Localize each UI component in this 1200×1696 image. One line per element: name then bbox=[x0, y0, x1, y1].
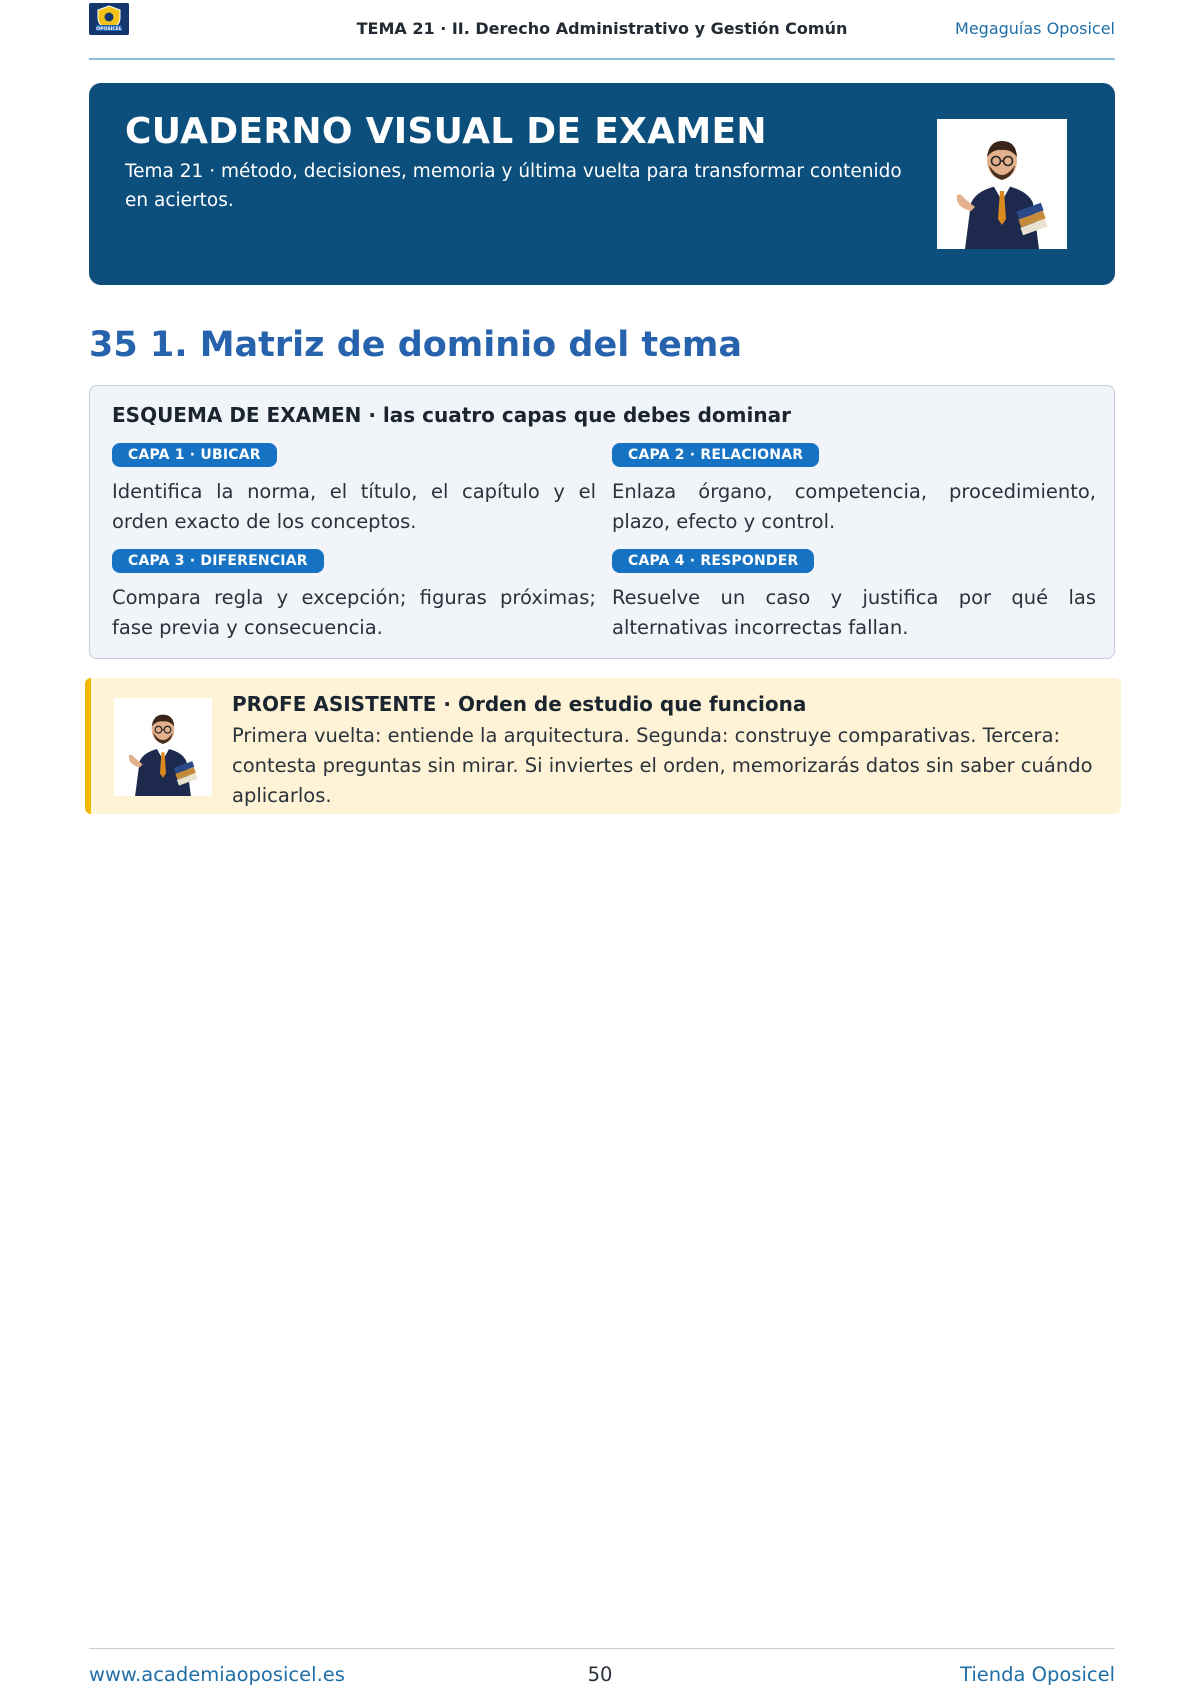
footer-store-link[interactable]: Tienda Oposicel bbox=[960, 1663, 1115, 1686]
page-number: 50 bbox=[587, 1663, 613, 1686]
layer-badge: CAPA 2 · RELACIONAR bbox=[612, 443, 819, 467]
assistant-title: PROFE ASISTENTE · Orden de estudio que funciona bbox=[232, 692, 807, 716]
section-heading: 35 1. Matriz de dominio del tema bbox=[89, 325, 742, 365]
footer-divider bbox=[89, 1648, 1115, 1649]
layer-item bbox=[612, 549, 1096, 643]
layer-text: Enlaza órgano, competencia, procedimiento, plazo, efecto y control. bbox=[612, 480, 1096, 533]
assistant-photo bbox=[114, 698, 212, 796]
layer-text: Resuelve un caso y justifica por qué las alternativas incorrectas fallan. bbox=[612, 586, 1096, 639]
header-title: TEMA 21 · II. Derecho Administrativo y Gestión Común bbox=[356, 19, 848, 38]
hero-subtitle: Tema 21 · método, decisiones, memoria y última vuelta para transformar contenido en aciertos. bbox=[125, 161, 902, 211]
layer-item bbox=[112, 443, 596, 537]
layer-badge: CAPA 1 · UBICAR bbox=[112, 443, 277, 467]
exam-scheme-card bbox=[89, 385, 1115, 659]
footer-website-link[interactable]: www.academiaoposicel.es bbox=[89, 1663, 345, 1686]
layer-item bbox=[612, 443, 1096, 537]
layer-badge: CAPA 4 · RESPONDER bbox=[612, 549, 814, 573]
hero-banner bbox=[89, 83, 1115, 285]
layer-item bbox=[112, 549, 596, 643]
layer-badge: CAPA 3 · DIFERENCIAR bbox=[112, 549, 324, 573]
scheme-title: ESQUEMA DE EXAMEN · las cuatro capas que debes dominar bbox=[112, 403, 791, 427]
assistant-callout bbox=[85, 678, 1121, 814]
logo-text: OPOSICEL bbox=[96, 27, 122, 32]
layer-text: Compara regla y excepción; figuras próximas; fase previa y consecuencia. bbox=[112, 586, 596, 639]
hero-title: CUADERNO VISUAL DE EXAMEN bbox=[125, 111, 767, 152]
page-header bbox=[89, 0, 1115, 60]
layer-text: Identifica la norma, el título, el capítulo y el orden exacto de los conceptos. bbox=[112, 480, 596, 533]
teacher-photo bbox=[937, 119, 1067, 249]
assistant-text: Primera vuelta: entiende la arquitectura. Segunda: construye comparativas. Tercera: contesta preguntas sin mirar. Si inviertes el orden, memorizarás datos sin saber cuándo aplicarlos. bbox=[232, 724, 1093, 807]
header-brand: Megaguías Oposicel bbox=[955, 19, 1115, 38]
